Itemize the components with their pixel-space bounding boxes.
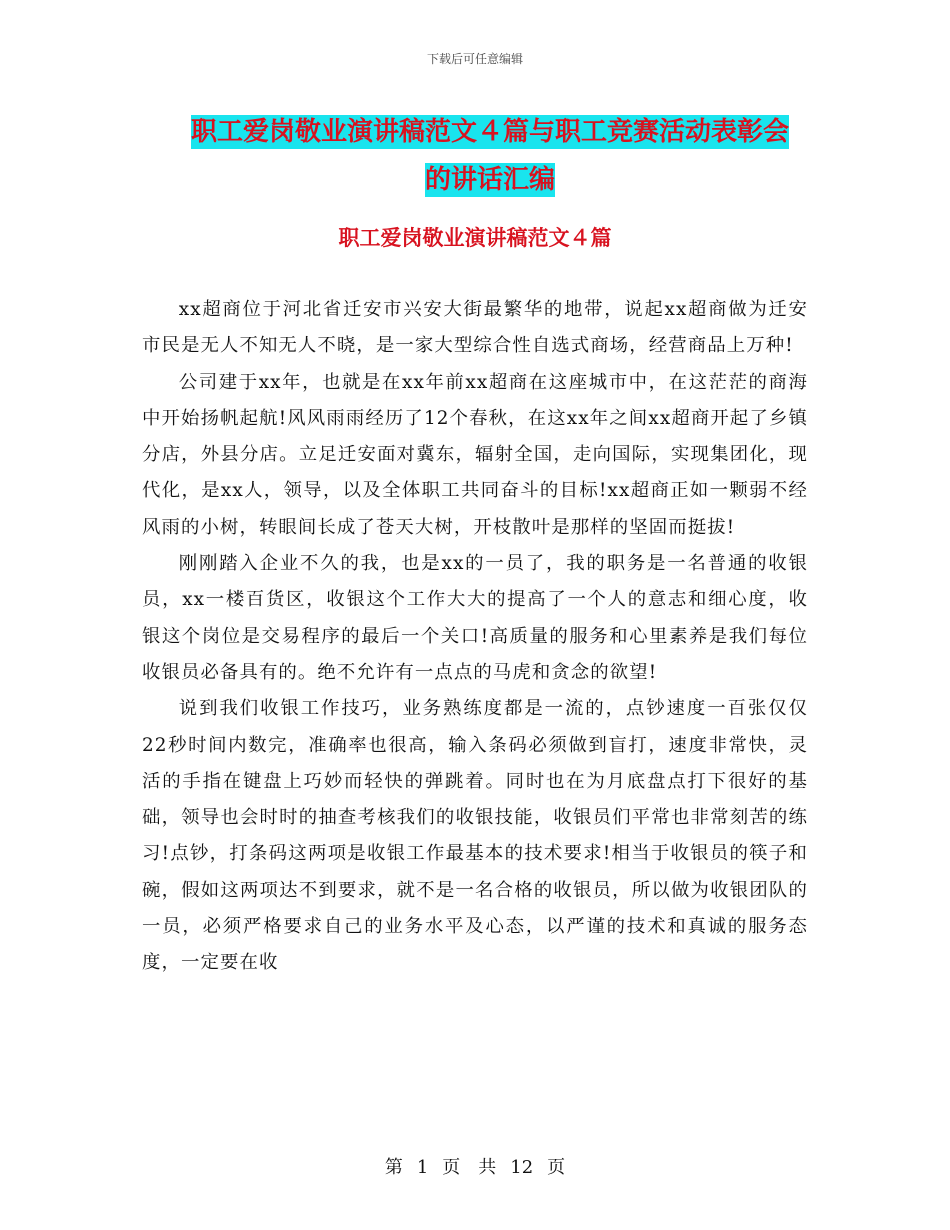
paragraph: 公司建于xx年，也就是在xx年前xx超商在这座城市中，在这茫茫的商海中开始扬帆起航!风风雨雨经历了12个春秋，在这xx年之间xx超商开起了乡镇分店，外县分店。立足迁安面对冀东，辐射全国，走向国际，实现集团化，现代化，是xx人，领导，以及全体职工共同奋斗的目标!xx超商正如一颗弱不经风雨的小树，转眼间长成了苍天大树，开枝散叶是那样的坚固而挺拔! — [142, 371, 808, 538]
paragraph: 说到我们收银工作技巧，业务熟练度都是一流的，点钞速度一百张仅仅22秒时间内数完，准确率也很高，输入条码必须做到盲打，速度非常快，灵活的手指在键盘上巧妙而轻快的弹跳着。同时也在为月底盘点打下很好的基础，领导也会时时的抽查考核我们的收银技能，收银员们平常也非常刻苦的练习!点钞，打条码这两项是收银工作最基本的技术要求!相当于收银员的筷子和碗，假如这两项达不到要求，就不是一名合格的收银员，所以做为收银团队的一员，必须严格要求自己的业务水平及心态，以严谨的技术和真诚的服务态度，一定要在收 — [142, 698, 808, 974]
document-title — [140, 108, 840, 204]
page-current: 1 — [416, 1157, 429, 1178]
paragraph: 刚刚踏入企业不久的我，也是xx的一员了，我的职务是一名普通的收银员，xx一楼百货区，收银这个工作大大的提高了一个人的意志和细心度，收银这个岗位是交易程序的最后一个关口!高质量的服务和心里素养是我们每位收银员必备具有的。绝不允许有一点点的马虎和贪念的欲望! — [142, 553, 808, 683]
paragraph: xx超商位于河北省迁安市兴安大街最繁华的地带，说起xx超商做为迁安市民是无人不知无人不晓，是一家大型综合性自选式商场，经营商品上万种! — [142, 299, 808, 357]
header-note: 下载后可任意编辑 — [426, 52, 523, 66]
page-label-mid: 页 共 — [442, 1157, 497, 1178]
document-title-line-2: 的讲话汇编 — [424, 165, 555, 195]
section-heading: 职工爱岗敬业演讲稿范文４篇 — [338, 226, 612, 250]
document-title-line-1: 职工爱岗敬业演讲稿范文４篇与职工竞赛活动表彰会 — [190, 117, 789, 147]
page-label-prefix: 第 — [384, 1157, 403, 1178]
body-text — [142, 292, 808, 982]
page-total: 12 — [510, 1157, 534, 1178]
page-label-suffix: 页 — [547, 1157, 566, 1178]
page-footer — [0, 1153, 950, 1179]
